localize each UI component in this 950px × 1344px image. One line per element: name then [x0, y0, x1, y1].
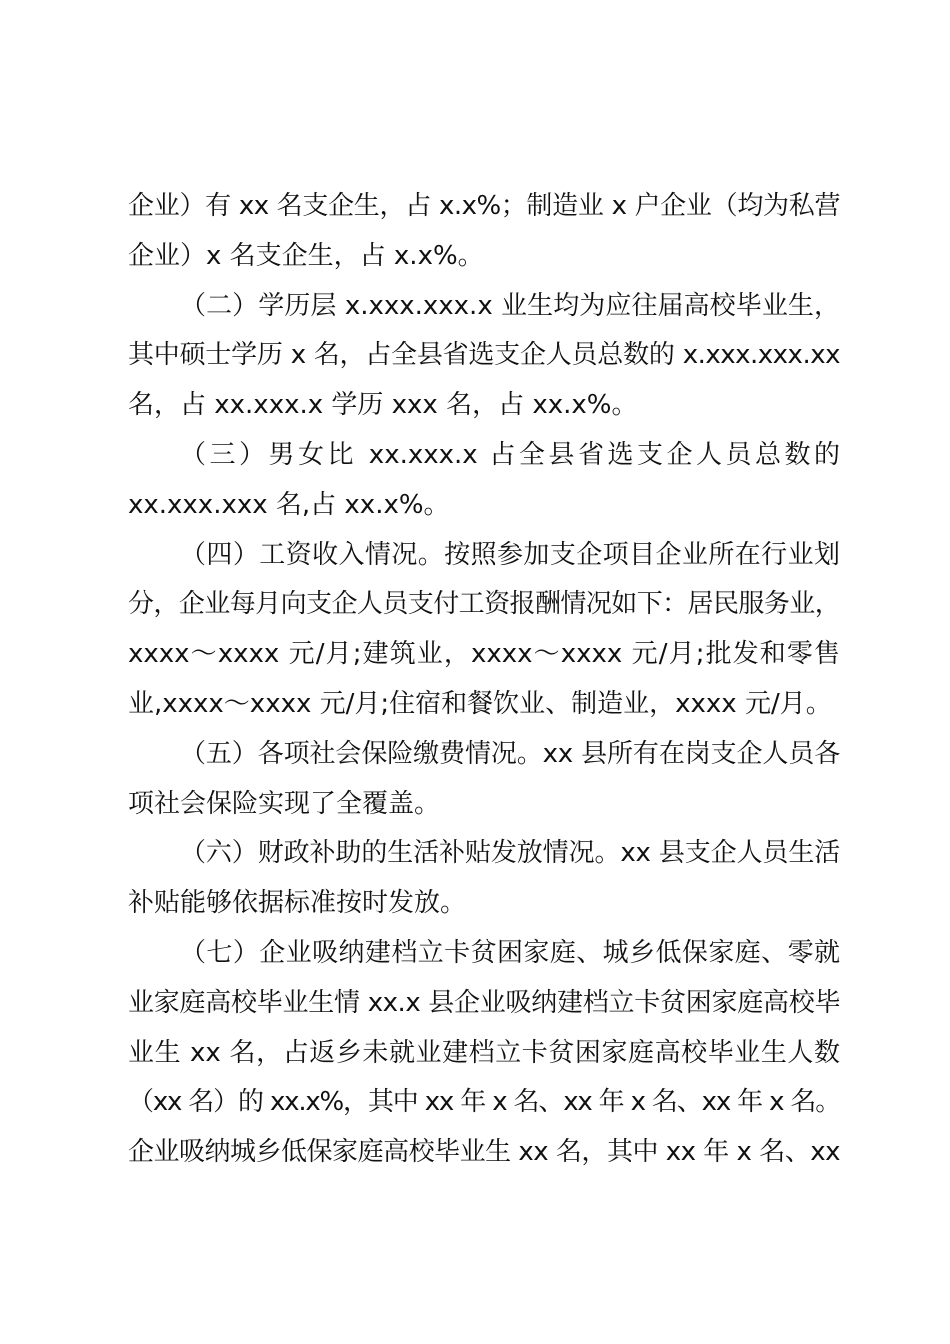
- paragraph-line: 企业）有 xx 名支企生，占 x.x%；制造业 x 户企业（均为私营: [128, 191, 840, 221]
- document-body: [128, 182, 840, 1178]
- paragraph-line: 其中硕士学历 x 名，占全县省选支企人员总数的 x.xxx.xxx.xx: [128, 340, 840, 371]
- paragraph-line: 分，企业每月向支企人员支付工资报酬情况如下：居民服务业，: [128, 589, 840, 620]
- paragraph-line: （二）学历层 x.xxx.xxx.x 业生均为应往届高校毕业生，: [180, 290, 840, 321]
- paragraph-line: （五）各项社会保险缴费情况。xx 县所有在岗支企人员各: [180, 738, 840, 769]
- paragraph-line: 企业吸纳城乡低保家庭高校毕业生 xx 名，其中 xx 年 x 名、xx: [128, 1137, 840, 1168]
- paragraph-line: xxxx～xxxx 元/月;建筑业，xxxx～xxxx 元/月;批发和零售: [128, 639, 840, 670]
- paragraph-line: （六）财政补助的生活补贴发放情况。xx 县支企人员生活: [180, 838, 840, 869]
- paragraph-line: 企业）x 名支企生，占 x.x%。: [128, 240, 484, 271]
- paragraph-line: （xx 名）的 xx.x%，其中 xx 年 x 名、xx 年 x 名、xx 年 x 名。: [128, 1087, 840, 1118]
- paragraph-line: 业家庭高校毕业生情 xx.x 县企业吸纳建档立卡贫困家庭高校毕: [128, 987, 840, 1018]
- paragraph-line: 补贴能够依据标准按时发放。: [128, 888, 467, 919]
- paragraph-line: （四）工资收入情况。按照参加支企项目企业所在行业划: [180, 539, 840, 570]
- paragraph-line: 项社会保险实现了全覆盖。: [128, 788, 441, 819]
- paragraph-line: （七）企业吸纳建档立卡贫困家庭、城乡低保家庭、零就: [180, 937, 840, 968]
- paragraph-line: xx.xxx.xxx 名,占 xx.x%。: [128, 489, 450, 520]
- paragraph-line: （三）男女比 xx.xxx.x 占全县省选支企人员总数的: [180, 439, 840, 470]
- paragraph-line: 业生 xx 名，占返乡未就业建档立卡贫困家庭高校毕业生人数: [128, 1037, 840, 1068]
- paragraph-line: 业,xxxx～xxxx 元/月;住宿和餐饮业、制造业，xxxx 元/月。: [128, 688, 832, 719]
- paragraph-line: 名，占 xx.xxx.x 学历 xxx 名，占 xx.x%。: [128, 390, 638, 421]
